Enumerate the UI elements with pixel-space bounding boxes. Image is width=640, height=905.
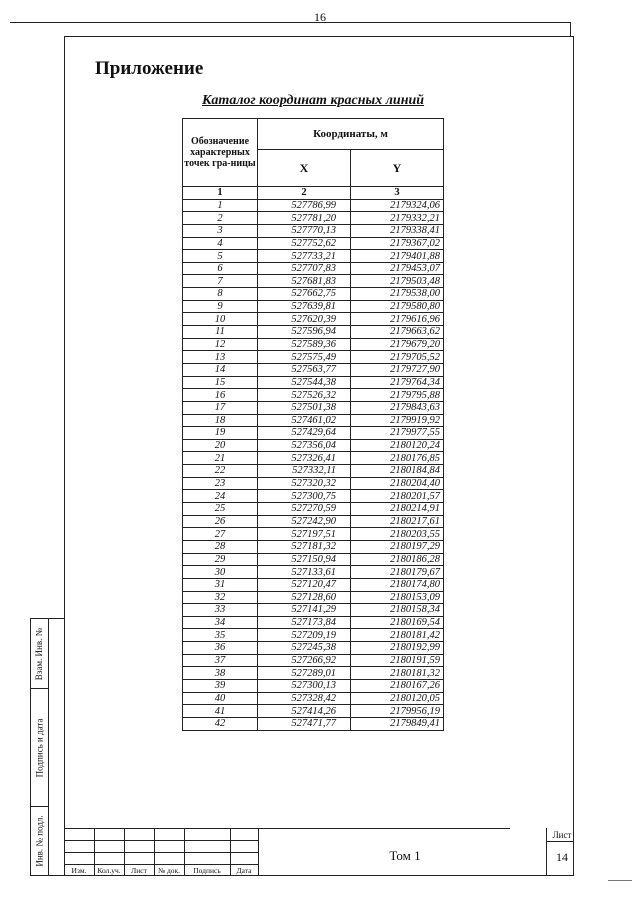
point-cell: 42 (183, 717, 258, 730)
x-cell: 527662,75 (258, 288, 351, 301)
point-cell: 27 (183, 528, 258, 541)
point-cell: 11 (183, 326, 258, 339)
y-cell: 2179843,63 (351, 401, 444, 414)
point-cell: 5 (183, 250, 258, 263)
table-row (183, 300, 444, 313)
y-cell: 2180174,80 (351, 578, 444, 591)
y-cell: 2179679,20 (351, 338, 444, 351)
x-cell: 527563,77 (258, 363, 351, 376)
table-row (183, 414, 444, 427)
x-cell: 527752,62 (258, 237, 351, 250)
y-cell: 2180167,26 (351, 679, 444, 692)
point-cell: 24 (183, 490, 258, 503)
y-cell: 2179580,80 (351, 300, 444, 313)
point-cell: 31 (183, 578, 258, 591)
top-border-line (10, 22, 570, 23)
strip-cell-vzam (31, 619, 48, 689)
table-row (183, 503, 444, 516)
table-row (183, 679, 444, 692)
x-cell: 527141,29 (258, 604, 351, 617)
table-caption: Каталог координат красных линий (201, 93, 425, 108)
volume-label: Том 1 (389, 848, 421, 863)
table-row (183, 692, 444, 705)
table-row (183, 199, 444, 212)
point-cell: 4 (183, 237, 258, 250)
point-cell: 30 (183, 566, 258, 579)
x-cell: 527461,02 (258, 414, 351, 427)
x-cell: 527242,90 (258, 515, 351, 528)
y-cell: 2180197,29 (351, 540, 444, 553)
table-row (183, 401, 444, 414)
x-cell: 527620,39 (258, 313, 351, 326)
point-cell: 23 (183, 477, 258, 490)
left-side-strip (30, 618, 64, 876)
x-cell: 527639,81 (258, 300, 351, 313)
strip-label-vzam: Взам. Инв. № (34, 627, 45, 680)
point-cell: 2 (183, 212, 258, 225)
page-title: Приложение (95, 58, 204, 79)
y-cell: 2179727,90 (351, 363, 444, 376)
point-cell: 16 (183, 389, 258, 402)
x-cell: 527707,83 (258, 262, 351, 275)
corner-mark (608, 880, 632, 881)
y-cell: 2180203,55 (351, 528, 444, 541)
y-cell: 2180179,67 (351, 566, 444, 579)
y-cell: 2180120,05 (351, 692, 444, 705)
stamp-col-podpis: Подпись (193, 866, 221, 875)
point-cell: 19 (183, 427, 258, 440)
table-row (183, 338, 444, 351)
y-cell: 2180204,40 (351, 477, 444, 490)
y-cell: 2180158,34 (351, 604, 444, 617)
strip-label-inv: Инв. № подл. (34, 815, 45, 867)
x-cell: 527781,20 (258, 212, 351, 225)
y-cell: 2180201,57 (351, 490, 444, 503)
point-cell: 1 (183, 199, 258, 212)
stamp-line (546, 841, 574, 842)
x-cell: 527429,64 (258, 427, 351, 440)
x-cell: 527266,92 (258, 654, 351, 667)
table-row (183, 578, 444, 591)
y-cell: 2180217,61 (351, 515, 444, 528)
point-cell: 8 (183, 288, 258, 301)
table-row (183, 351, 444, 364)
y-cell: 2180153,09 (351, 591, 444, 604)
point-cell: 17 (183, 401, 258, 414)
point-cell: 39 (183, 679, 258, 692)
stamp-col-ndok: № док. (157, 866, 181, 875)
y-cell: 2180192,99 (351, 642, 444, 655)
header-y: Y (351, 150, 444, 187)
point-cell: 6 (183, 262, 258, 275)
point-cell: 21 (183, 452, 258, 465)
stamp-line (258, 828, 259, 876)
x-cell: 527209,19 (258, 629, 351, 642)
point-cell: 10 (183, 313, 258, 326)
x-cell: 527332,11 (258, 465, 351, 478)
x-cell: 527544,38 (258, 376, 351, 389)
y-cell: 2179849,41 (351, 717, 444, 730)
stamp-line (64, 828, 510, 829)
x-cell: 527526,32 (258, 389, 351, 402)
point-cell: 12 (183, 338, 258, 351)
x-cell: 527320,32 (258, 477, 351, 490)
coordinates-table (182, 118, 444, 731)
point-cell: 28 (183, 540, 258, 553)
x-cell: 527270,59 (258, 503, 351, 516)
point-cell: 20 (183, 439, 258, 452)
table-row (183, 452, 444, 465)
point-cell: 13 (183, 351, 258, 364)
table-row (183, 667, 444, 680)
y-cell: 2180181,42 (351, 629, 444, 642)
x-cell: 527289,01 (258, 667, 351, 680)
y-cell: 2180214,91 (351, 503, 444, 516)
table-row (183, 591, 444, 604)
x-cell: 527471,77 (258, 717, 351, 730)
x-cell: 527326,41 (258, 452, 351, 465)
x-cell: 527596,94 (258, 326, 351, 339)
table-row (183, 262, 444, 275)
y-cell: 2179324,06 (351, 199, 444, 212)
point-cell: 9 (183, 300, 258, 313)
table-row (183, 616, 444, 629)
stamp-col-izm: Изм. (71, 866, 87, 875)
y-cell: 2179705,52 (351, 351, 444, 364)
x-cell: 527173,84 (258, 616, 351, 629)
y-cell: 2179538,00 (351, 288, 444, 301)
table-row (183, 654, 444, 667)
y-cell: 2180181,32 (351, 667, 444, 680)
table-row (183, 629, 444, 642)
table-row (183, 427, 444, 440)
table-row (183, 326, 444, 339)
y-cell: 2180191,59 (351, 654, 444, 667)
y-cell: 2179401,88 (351, 250, 444, 263)
stamp-col-koluch: Кол.уч. (97, 866, 121, 875)
table-row (183, 490, 444, 503)
x-cell: 527245,38 (258, 642, 351, 655)
y-cell: 2179795,88 (351, 389, 444, 402)
table-row (183, 275, 444, 288)
y-cell: 2179332,21 (351, 212, 444, 225)
point-cell: 41 (183, 705, 258, 718)
right-border-tick (570, 22, 571, 36)
strip-divider (48, 619, 49, 875)
table-row (183, 237, 444, 250)
table-row (183, 363, 444, 376)
point-cell: 25 (183, 503, 258, 516)
header-coords: Координаты, м (258, 119, 444, 150)
stamp-col-data: Дата (236, 866, 252, 875)
stamp-col-list: Лист (131, 866, 147, 875)
x-cell: 527300,13 (258, 679, 351, 692)
table-row (183, 250, 444, 263)
table-row (183, 465, 444, 478)
x-cell: 527120,47 (258, 578, 351, 591)
header-x: X (258, 150, 351, 187)
table-row (183, 540, 444, 553)
table-row (183, 439, 444, 452)
table-row (183, 717, 444, 730)
header-point: Обозначение характерных точек гра-ницы (183, 119, 258, 187)
y-cell: 2179956,19 (351, 705, 444, 718)
strip-cell-inv (31, 807, 48, 875)
x-cell: 527300,75 (258, 490, 351, 503)
x-cell: 527501,38 (258, 401, 351, 414)
point-cell: 34 (183, 616, 258, 629)
table-row (183, 515, 444, 528)
title-block (64, 828, 574, 876)
x-cell: 527128,60 (258, 591, 351, 604)
x-cell: 527328,42 (258, 692, 351, 705)
table-row (183, 604, 444, 617)
point-cell: 40 (183, 692, 258, 705)
table-row (183, 288, 444, 301)
table-row (183, 389, 444, 402)
x-cell: 527150,94 (258, 553, 351, 566)
x-cell: 527133,61 (258, 566, 351, 579)
point-cell: 18 (183, 414, 258, 427)
col-num-2: 2 (258, 187, 351, 200)
x-cell: 527356,04 (258, 439, 351, 452)
table-row (183, 553, 444, 566)
x-cell: 527589,36 (258, 338, 351, 351)
x-cell: 527414,26 (258, 705, 351, 718)
point-cell: 38 (183, 667, 258, 680)
point-cell: 14 (183, 363, 258, 376)
table-body (183, 199, 444, 730)
y-cell: 2179764,34 (351, 376, 444, 389)
y-cell: 2180186,28 (351, 553, 444, 566)
table-row (183, 313, 444, 326)
point-cell: 22 (183, 465, 258, 478)
point-cell: 7 (183, 275, 258, 288)
sheet-label: Лист (552, 830, 572, 840)
point-cell: 3 (183, 224, 258, 237)
point-cell: 35 (183, 629, 258, 642)
y-cell: 2180176,85 (351, 452, 444, 465)
point-cell: 33 (183, 604, 258, 617)
y-cell: 2179338,41 (351, 224, 444, 237)
table-row (183, 705, 444, 718)
x-cell: 527681,83 (258, 275, 351, 288)
x-cell: 527197,51 (258, 528, 351, 541)
point-cell: 37 (183, 654, 258, 667)
sheet-number: 14 (556, 850, 568, 864)
table-row (183, 224, 444, 237)
y-cell: 2180169,54 (351, 616, 444, 629)
table-row (183, 212, 444, 225)
y-cell: 2179616,96 (351, 313, 444, 326)
col-num-1: 1 (183, 187, 258, 200)
table-row (183, 566, 444, 579)
x-cell: 527575,49 (258, 351, 351, 364)
page-number: 16 (314, 10, 326, 24)
y-cell: 2179977,55 (351, 427, 444, 440)
y-cell: 2180120,24 (351, 439, 444, 452)
point-cell: 15 (183, 376, 258, 389)
x-cell: 527181,32 (258, 540, 351, 553)
point-cell: 26 (183, 515, 258, 528)
stamp-line (546, 828, 547, 876)
table-row (183, 376, 444, 389)
table-row (183, 642, 444, 655)
table-row (183, 528, 444, 541)
point-cell: 32 (183, 591, 258, 604)
y-cell: 2179503,48 (351, 275, 444, 288)
x-cell: 527786,99 (258, 199, 351, 212)
y-cell: 2179663,62 (351, 326, 444, 339)
col-num-3: 3 (351, 187, 444, 200)
point-cell: 36 (183, 642, 258, 655)
y-cell: 2180184,84 (351, 465, 444, 478)
x-cell: 527733,21 (258, 250, 351, 263)
table-row (183, 477, 444, 490)
strip-cell-podpis (31, 689, 48, 807)
strip-label-podpis: Подпись и дата (34, 718, 45, 777)
y-cell: 2179367,02 (351, 237, 444, 250)
y-cell: 2179919,92 (351, 414, 444, 427)
x-cell: 527770,13 (258, 224, 351, 237)
point-cell: 29 (183, 553, 258, 566)
y-cell: 2179453,07 (351, 262, 444, 275)
